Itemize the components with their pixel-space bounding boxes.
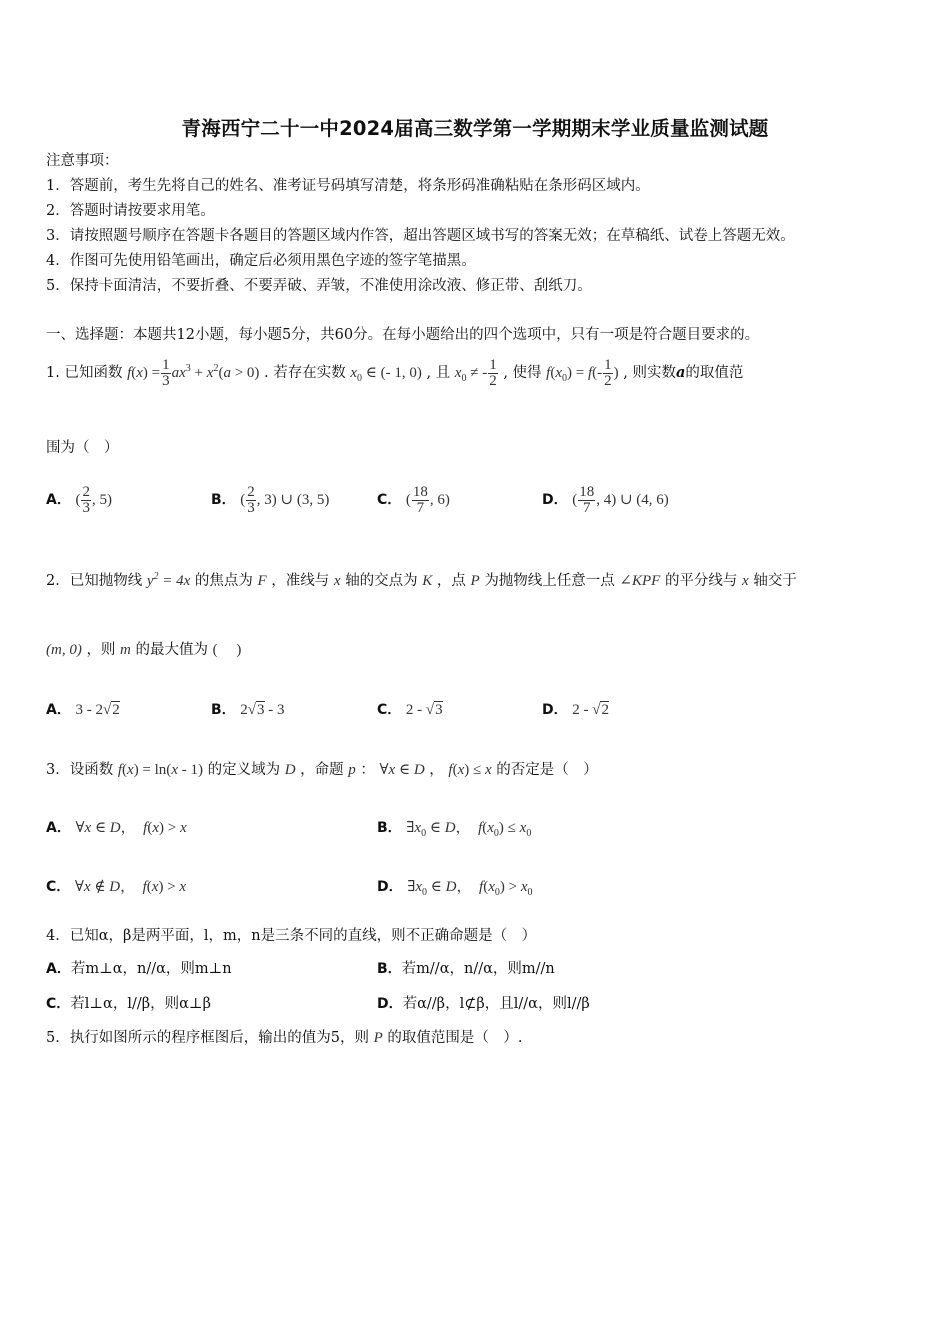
q1-option-a[interactable]: A． ( $\frac{2}{3}$ , 5): [46, 484, 112, 516]
notice-item-4: 4．作图可先使用铅笔画出，确定后必须用黑色字迹的签字笔描黑。: [46, 253, 476, 269]
q4-option-d[interactable]: D．若α//β，l⊄β，且l//α，则l//β: [377, 996, 590, 1012]
q4-option-a[interactable]: A．若m⊥α，n//α，则m⊥n: [46, 961, 232, 977]
q1-x0-condition: $x_0$ ≠ - $\frac{1}{2}$: [454, 357, 497, 389]
section-heading: 一、选择题：本题共12小题，每小题5分，共60分。在每小题给出的四个选项中，只有一项是符合题目要求的。: [46, 327, 760, 343]
question-3: 3．设函数 f(x) = ln(x - 1) 的定义域为 D ，命题 p ： ∀x ∈ D ， f(x) ≤ x 的否定是（ ）: [46, 762, 598, 778]
question-2-tail: (m, 0) ，则 m 的最大值为 ( ): [46, 642, 242, 658]
notice-item-2: 2．答题时请按要求用笔。: [46, 203, 215, 219]
q3-option-b[interactable]: B． $\exists x_0$ ∈ D， $f(x_0) \le x_0$: [377, 820, 532, 839]
notice-heading: 注意事项：: [46, 153, 119, 169]
q2-option-c[interactable]: C． 2 - √3: [377, 702, 443, 718]
question-4: 4．已知α，β是两平面，l，m，n是三条不同的直线，则不正确命题是（ ）: [46, 928, 537, 944]
q1-x0-range: $x_0$ ∈ (- 1, 0): [350, 364, 422, 384]
q4-option-b[interactable]: B．若m//α，n//α，则m//n: [377, 961, 555, 977]
question-1-tail: 围为（ ）: [46, 440, 119, 456]
notice-item-5: 5．保持卡面清洁，不要折叠、不要弄破、弄皱，不准使用涂改液、修正带、刮纸刀。: [46, 278, 592, 294]
q2-option-a[interactable]: A． 3 - 2√2: [46, 702, 120, 718]
question-1: 1. 已知函数 f(x) = $\frac{1}{3}$ $ax^3 + x^2(a > 0)$ . 若存在实数 $x_0$ ∈ (- 1, 0) , 且 $x_0$ ≠ - $\frac{1}{2}$ , 使得 $f(x_0) = f(-$ $\frac{1}{2}$ ) , 则实数a的取值范: [46, 357, 744, 389]
notice-item-1: 1．答题前，考生先将自己的姓名、准考证号码填写清楚，将条形码准确粘贴在条形码区域内。: [46, 178, 650, 194]
question-2: 2．已知抛物线 $y^2 = 4x$ 的焦点为 F ，准线与 x 轴的交点为 K ，点 P 为抛物线上任意一点 ∠KPF 的平分线与 x 轴交于: [46, 571, 797, 589]
q1-option-c[interactable]: C． ( $\frac{18}{7}$ , 6): [377, 484, 450, 516]
q3-option-c[interactable]: C． ∀x ∉ D， f(x) > x: [46, 879, 187, 895]
q3-option-a[interactable]: A． ∀x ∈ D， f(x) > x: [46, 820, 187, 836]
notice-item-3: 3．请按照题号顺序在答题卡各题目的答题区域内作答，超出答题区域书写的答案无效；在草稿纸、试卷上答题无效。: [46, 228, 795, 244]
q1-function-formula: f(x) = $\frac{1}{3}$ $ax^3 + x^2(a > 0)$: [127, 357, 260, 389]
q4-option-c[interactable]: C．若l⊥α，l//β，则α⊥β: [46, 996, 211, 1012]
q1-option-d[interactable]: D． ( $\frac{18}{7}$ , 4) ∪ (4, 6): [542, 484, 669, 516]
q2-option-d[interactable]: D． 2 - √2: [542, 702, 609, 718]
q2-option-b[interactable]: B． 2√3 - 3: [211, 702, 285, 718]
q1-equation: $f(x_0) = f(-$ $\frac{1}{2}$ ): [546, 357, 619, 389]
q1-option-b[interactable]: B． ( $\frac{2}{3}$ , 3) ∪ (3, 5): [211, 484, 330, 516]
question-5: 5．执行如图所示的程序框图后，输出的值为5，则 P 的取值范围是（ ）.: [46, 1030, 523, 1046]
page-title: 青海西宁二十一中2024届高三数学第一学期期末学业质量监测试题: [181, 117, 769, 140]
q3-option-d[interactable]: D． $\exists x_0$ ∈ D， $f(x_0) > x_0$: [377, 879, 533, 898]
